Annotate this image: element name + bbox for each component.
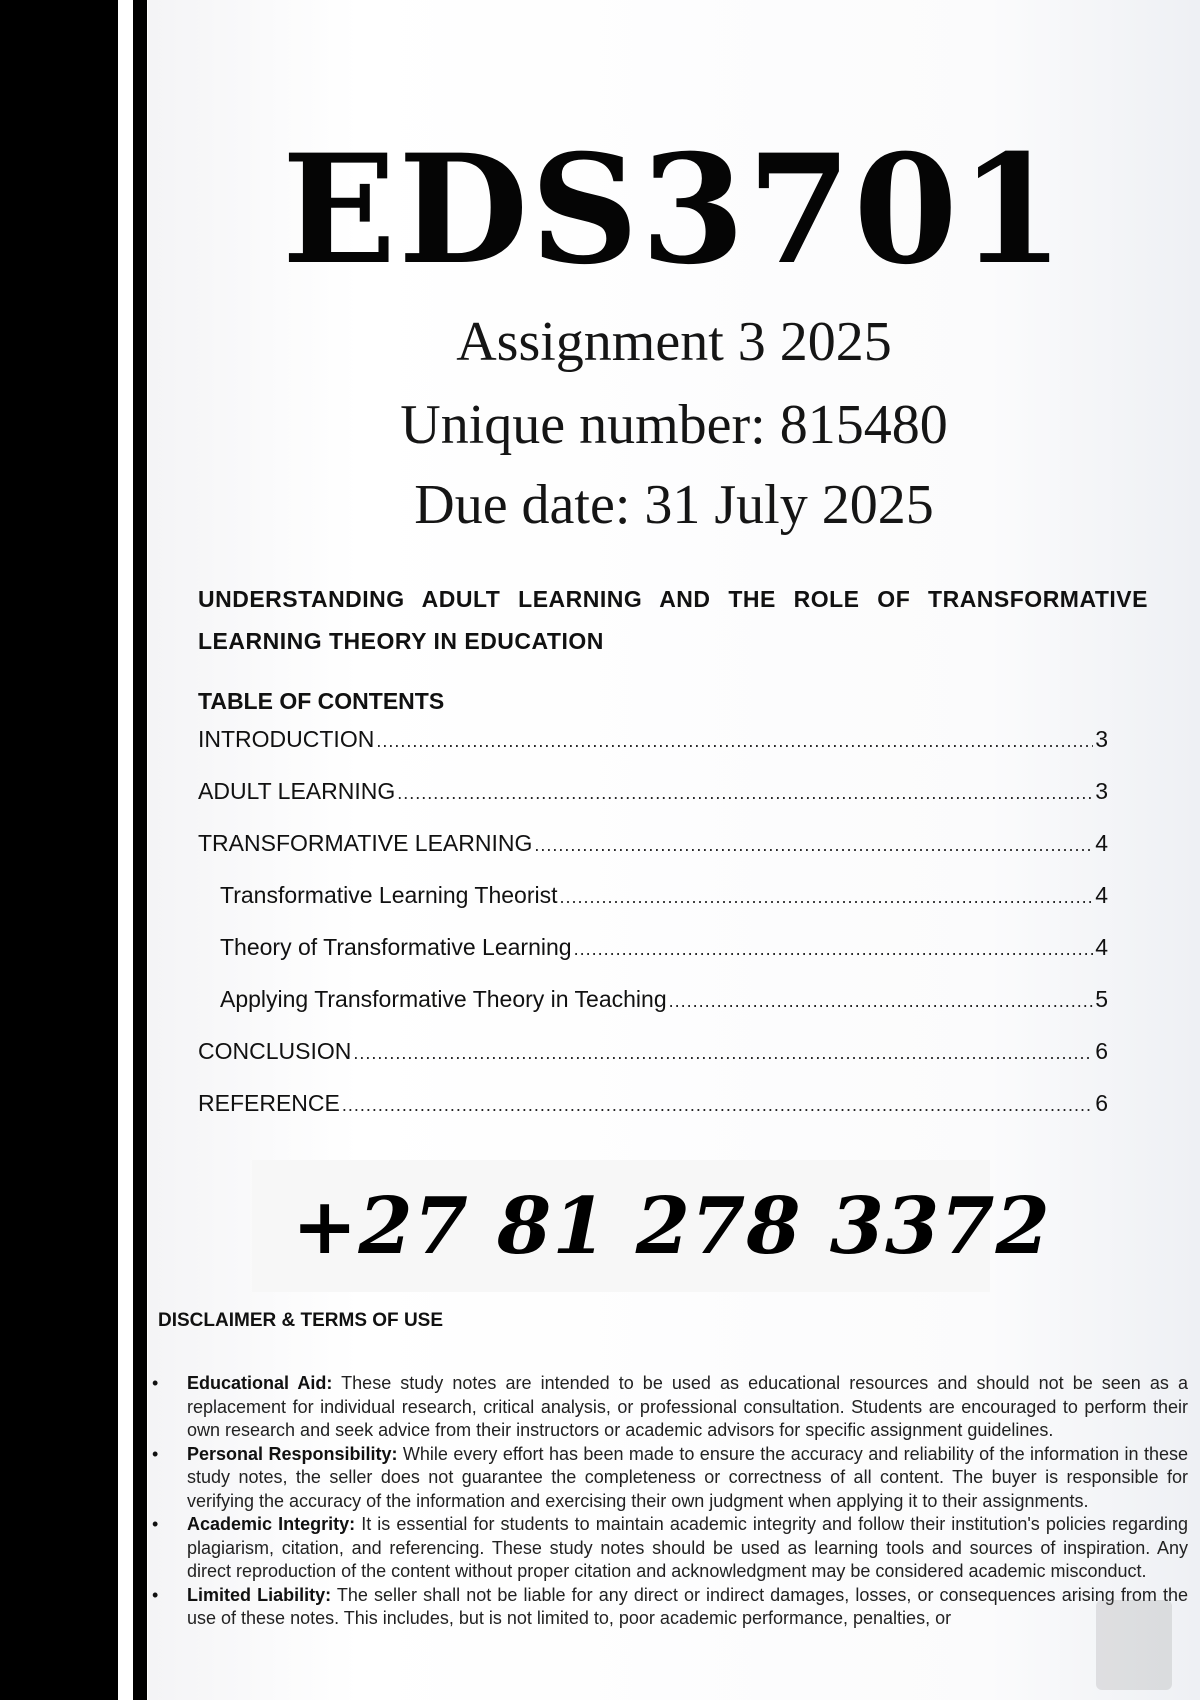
toc-entry-label: REFERENCE — [198, 1090, 340, 1116]
toc-leader-dots — [342, 1090, 1093, 1117]
toc-entry[interactable] — [198, 830, 1108, 882]
watermark-logo — [1096, 1600, 1172, 1690]
toc-entry[interactable] — [198, 1090, 1108, 1142]
course-code: EDS3701 — [281, 122, 1067, 298]
toc-entry-label: TRANSFORMATIVE LEARNING — [198, 830, 533, 856]
toc-entry-page: 6 — [1095, 1090, 1108, 1116]
assignment-title: Assignment 3 2025 — [456, 311, 892, 373]
toc-leader-dots — [397, 778, 1093, 805]
disclaimer-item-text: It is essential for students to maintain academic integrity and follow their institution's policies regarding plagiarism, citation, and referencing. These study notes should be used as learning tools and sources of inspiration. Any direct reproduction of the content without proper citation and acknowledgment may be considered academic misconduct. — [187, 1514, 1188, 1581]
bullet-icon: • — [152, 1514, 159, 1534]
toc-entry-page: 6 — [1095, 1038, 1108, 1064]
toc-heading: TABLE OF CONTENTS — [198, 688, 445, 714]
disclaimer-item-text: The seller shall not be liable for any direct or indirect damages, losses, or consequences arising from the use of these notes. This includes, but is not limited to, poor academic performance, penalties, or — [187, 1584, 1188, 1628]
toc-entry-page: 4 — [1095, 934, 1108, 960]
toc-entry-page: 4 — [1095, 882, 1108, 908]
toc-entry-label: ADULT LEARNING — [198, 778, 396, 804]
toc-entry[interactable] — [198, 1038, 1108, 1090]
toc-leader-dots — [353, 1038, 1093, 1065]
disclaimer-heading: DISCLAIMER & TERMS OF USE — [158, 1310, 444, 1331]
bullet-icon: • — [152, 1584, 159, 1605]
disclaimer-item-lead: Personal Responsibility: — [187, 1443, 398, 1464]
toc-entry[interactable] — [198, 726, 1108, 778]
contact-banner — [252, 1160, 1051, 1292]
toc-entry[interactable] — [198, 778, 1108, 830]
toc-entry-page: 3 — [1095, 778, 1108, 804]
disclaimer-item-text: These study notes are intended to be used as educational resources and should not be seen as a replacement for individual research, critical analysis, or professional consultation. Students are encouraged to perform their own research and seek advice from their instructors or academic advisors for specific assignment guidelines. — [187, 1373, 1188, 1440]
toc-subentry[interactable] — [198, 882, 1108, 934]
disclaimer-item — [150, 1372, 1188, 1443]
left-black-stripe — [133, 0, 147, 1700]
disclaimer-item — [150, 1513, 1188, 1584]
phone-number: +27 81 278 3372 — [292, 1180, 1051, 1272]
toc-leader-dots — [534, 830, 1093, 857]
toc-entry-label: Applying Transformative Theory in Teaching — [220, 986, 667, 1012]
toc-entry-label: INTRODUCTION — [198, 726, 375, 752]
due-date: Due date: 31 July 2025 — [414, 474, 934, 536]
toc-entry-label: Transformative Learning Theorist — [220, 882, 558, 908]
toc-leader-dots — [376, 726, 1093, 753]
disclaimer-item-lead: Limited Liability: — [187, 1584, 332, 1605]
toc-leader-dots — [560, 882, 1094, 909]
toc-leader-dots — [574, 934, 1094, 961]
disclaimer-item-lead: Educational Aid: — [187, 1373, 333, 1393]
toc-entry-page: 5 — [1095, 986, 1108, 1012]
left-black-bar — [0, 0, 118, 1700]
disclaimer-item — [150, 1443, 1188, 1514]
disclaimer-item-text: While every effort has been made to ensure the accuracy and reliability of the information in these study notes, the seller does not guarantee the completeness or correctness of all content. The buyer is responsible for verifying the accuracy of the information and exercising their own judgment when applying it to their assignments. — [187, 1443, 1188, 1511]
toc-entry-label: Theory of Transformative Learning — [220, 934, 572, 960]
toc-entry-label: CONCLUSION — [198, 1038, 352, 1064]
disclaimer-list — [150, 1372, 1188, 1700]
toc-subentry[interactable] — [198, 986, 1108, 1038]
toc-entry-page: 3 — [1095, 726, 1108, 752]
document-title: UNDERSTANDING ADULT LEARNING AND THE ROLE OF TRANSFORMATIVE LEARNING THEORY IN EDUCATION — [198, 586, 1148, 654]
toc-subentry[interactable] — [198, 934, 1108, 986]
toc-leader-dots — [669, 986, 1094, 1013]
bullet-icon: • — [152, 1443, 159, 1464]
bullet-icon: • — [152, 1373, 159, 1393]
disclaimer-item-lead: Academic Integrity: — [187, 1514, 356, 1534]
disclaimer-item — [150, 1584, 1188, 1631]
table-of-contents — [198, 726, 1108, 1142]
unique-number: Unique number: 815480 — [400, 394, 948, 456]
toc-entry-page: 4 — [1095, 830, 1108, 856]
